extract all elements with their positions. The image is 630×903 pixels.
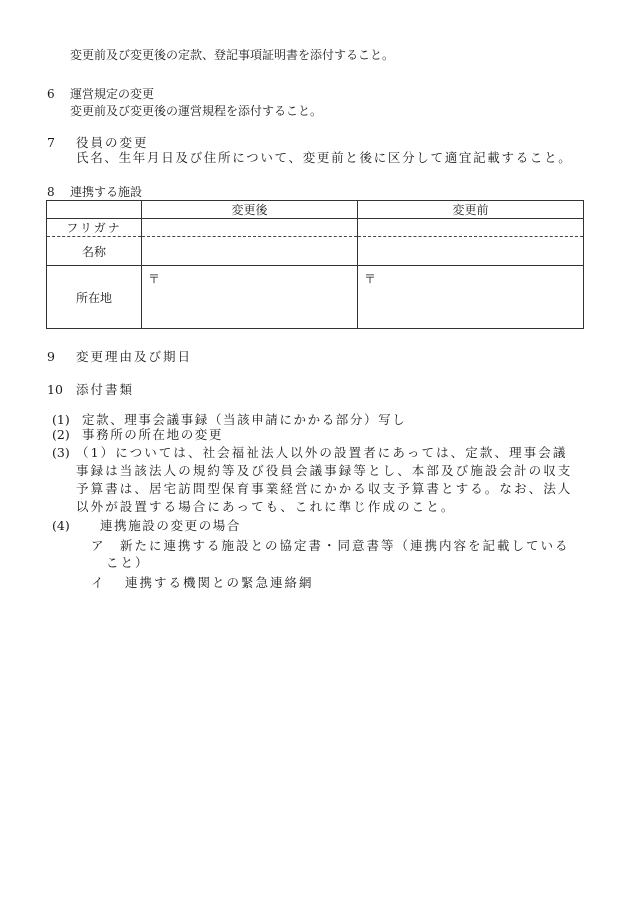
section-6-heading: 運営規定の変更 [70,87,155,101]
furigana-label [47,219,142,237]
table-header-row [47,201,584,219]
name-before-cell[interactable] [358,237,584,266]
furigana-before-cell[interactable] [358,219,584,237]
item-3-line-4: 以外が設置する場合にあっても、これに準じ作成のこと。 [76,499,456,514]
section-9-number: 9 [47,349,55,364]
item-2-mark: (2) [52,427,70,442]
sub-a-mark: ア [91,538,104,553]
name-label: 名称 [47,237,142,266]
section-10-heading: 添付書類 [76,382,135,397]
item-3-line-1: （1）については、社会福祉法人以外の設置者にあっては、定款、理事会議 [76,445,568,460]
item-2-text: 事務所の所在地の変更 [82,427,224,442]
table-row-furigana [47,219,584,237]
section-7-heading: 役員の変更 [76,135,149,150]
sub-a-line-1: 新たに連携する施設との協定書・同意書等（連携内容を記載している [120,538,570,553]
item-1-text: 定款、理事会議事録（当該申請にかかる部分）写し [82,412,407,427]
section-8-heading: 連携する施設 [70,185,143,199]
item-3-mark: (3) [52,445,70,460]
sub-i-mark: イ [91,575,104,590]
section-10-number: 10 [47,382,63,397]
table-row-address [47,266,584,329]
table-header-empty [47,201,142,219]
postal-mark-before: 〒 [364,272,377,286]
item-4-text: 連携施設の変更の場合 [100,518,242,533]
item-1-mark: (1) [52,412,70,427]
section-6-number: 6 [47,87,55,101]
section-7-number: 7 [47,135,55,150]
table-row-name [47,237,584,266]
address-before-cell[interactable] [358,266,584,329]
table-header-before: 変更前 [358,201,584,219]
item-3-line-3: 予算書は、居宅訪問型保育事業経営にかかる収支予算書とする。なお、法人 [76,481,573,496]
section-6-body: 変更前及び変更後の運営規程を添付すること。 [70,104,323,118]
name-after-cell[interactable] [142,237,358,266]
section-8-number: 8 [47,185,55,199]
item-3-line-2: 事録は当該法人の規約等及び役員会議事録等とし、本部及び施設会計の収支 [76,463,573,478]
item-4-mark: (4) [52,518,70,533]
address-label: 所在地 [47,266,142,329]
section-9-heading: 変更理由及び期日 [76,349,193,364]
table-header-after: 変更後 [142,201,358,219]
furigana-after-cell[interactable] [142,219,358,237]
sub-i-text: 連携する機関との緊急連絡網 [125,575,314,590]
postal-mark-after: 〒 [148,272,161,286]
sub-a-line-2: こと） [106,555,150,570]
facility-table [46,200,584,329]
top-line: 変更前及び変更後の定款、登記事項証明書を添付すること。 [70,48,395,62]
section-7-body: 氏名、生年月日及び住所について、変更前と後に区分して適宜記載すること。 [76,150,573,165]
address-after-cell[interactable] [142,266,358,329]
furigana-label-text: フリガナ [66,221,122,235]
